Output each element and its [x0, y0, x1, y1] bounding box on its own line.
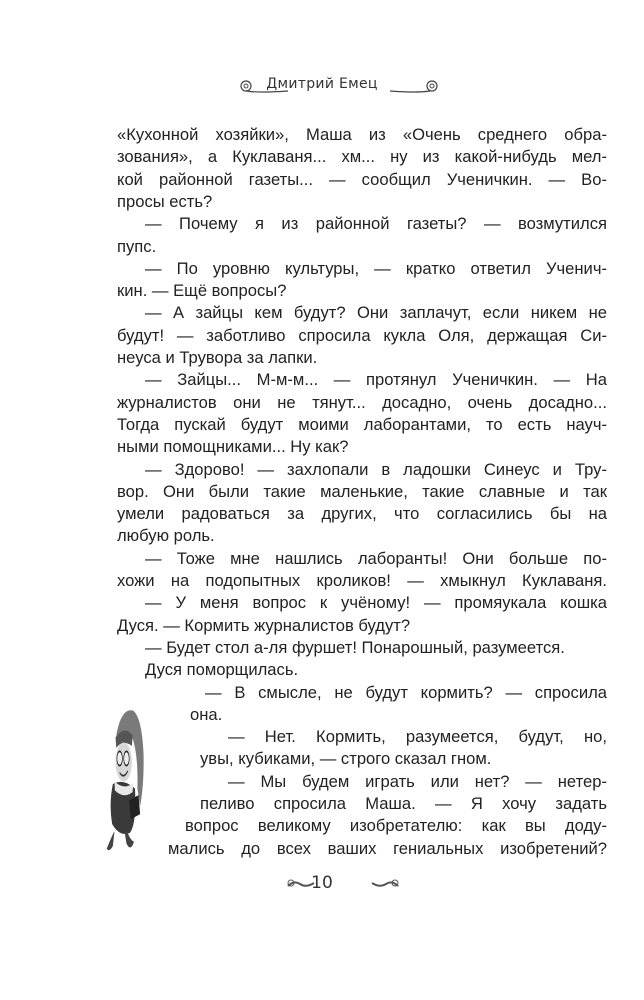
text-line: — Здорово! — захлопали в ладошки Синеус и Тру- [145, 459, 607, 479]
text-line: просы есть? [117, 191, 213, 211]
text-line: Дуся. — Кормить журналистов будут? [117, 615, 411, 635]
text-line: — Почему я из районной газеты? — возмутился [145, 214, 607, 234]
text-line: пеливо спросила Маша. — Я хочу задать [200, 794, 607, 813]
text-line: ными помощниками... Ну как? [117, 437, 349, 457]
text-line: умели радоваться за других, что согласились бы на [117, 504, 607, 524]
swirl-ornament-right-icon [388, 80, 440, 94]
text-line: — А зайцы кем будут? Они заплачут, если никем не [145, 303, 607, 323]
text-line: — Нет. Кормить, разумеется, будут, но, [228, 727, 607, 747]
text-line: Дуся поморщилась. [145, 660, 299, 680]
text-line: — Зайцы... М-м-м... — протянул Ученичкин. — На [145, 370, 607, 390]
text-line: любую роль. [117, 526, 215, 546]
running-header-author: Дмитрий Емец [266, 76, 378, 92]
text-line: «Кухонной хозяйки», Маша из «Очень среднего обра- [117, 125, 607, 144]
page-ornament-right-icon [370, 878, 400, 890]
gnome-illustration [106, 700, 164, 855]
text-line: журналистов они не тянут... досадно, очень досадно... [117, 392, 607, 412]
text-line: вор. Они были такие маленькие, такие славные и так [117, 481, 607, 501]
text-line: Тогда пускай будут моими лаборантами, то есть науч- [117, 414, 607, 434]
text-line: будут! — заботливо спросила кукла Оля, держащая Си- [117, 325, 607, 345]
text-line: пупс. [117, 236, 157, 256]
text-line: — Тоже мне нашлись лаборанты! Они больше по- [145, 548, 607, 568]
text-line: — Мы будем играть или нет? — нетер- [228, 771, 607, 791]
page-number: 10 [311, 873, 333, 893]
text-line: кой районной газеты... — сообщил Ученичкин. — Во- [117, 169, 607, 189]
text-line: — В смысле, не будут кормить? — спросила [205, 682, 607, 702]
text-line: зования», а Куклаваня... хм... ну из какой-нибудь мел- [117, 147, 607, 167]
text-line: мались до всех ваших гениальных изобретений? [168, 838, 607, 858]
text-line: увы, кубиками, — строго сказал гном. [200, 749, 492, 769]
text-line: хожи на подопытных кроликов! — хмыкнул Куклаваня. [117, 571, 607, 590]
text-line: вопрос великому изобретателю: как вы доду- [185, 816, 607, 836]
text-line: — У меня вопрос к учёному! — промяукала кошка [145, 593, 607, 613]
text-line: — Будет стол а-ля фуршет! Понарошный, разумеется. [145, 637, 565, 657]
text-line: кин. — Ещё вопросы? [117, 281, 287, 301]
text-line: она. [190, 704, 223, 724]
text-line: неуса и Трувора за лапки. [117, 348, 318, 367]
text-line: — По уровню культуры, — кратко ответил Ученич- [145, 258, 607, 278]
